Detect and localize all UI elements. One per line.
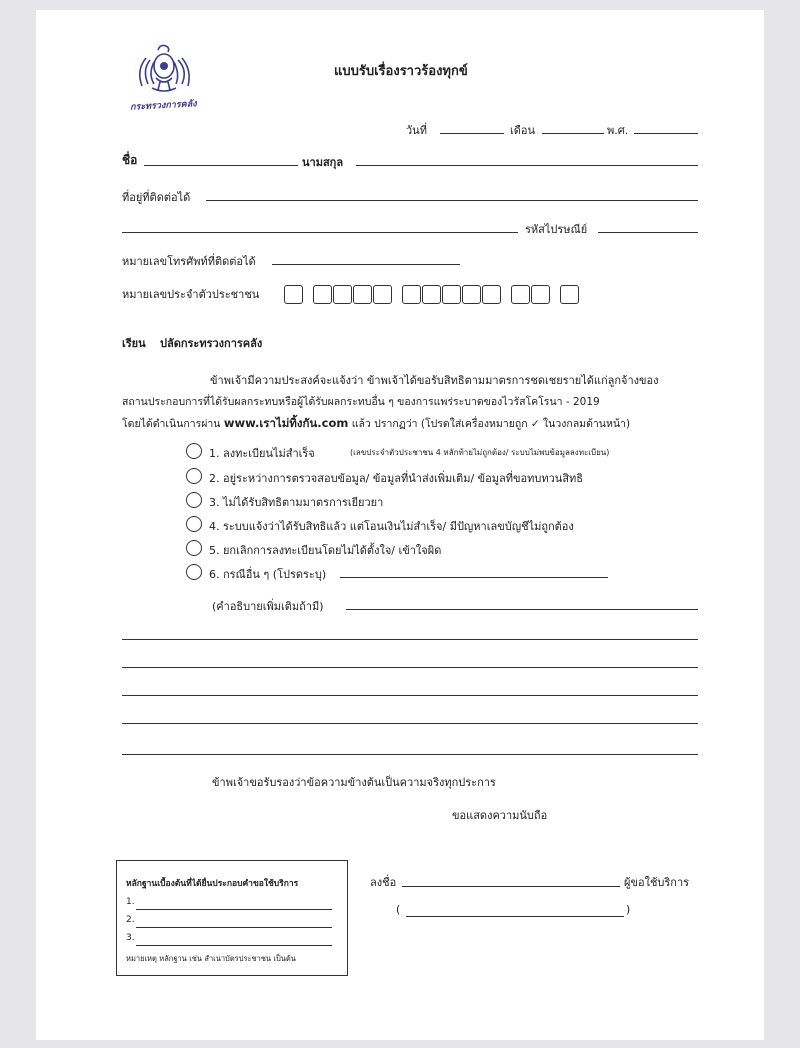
- evidence-note: หมายเหตุ หลักฐาน เช่น สำเนาบัตรประชาชน เป็นต้น: [126, 954, 296, 963]
- option-4-radio[interactable]: [186, 516, 202, 532]
- ministry-garuda-logo: [130, 40, 214, 102]
- id-digit-box[interactable]: [482, 285, 501, 304]
- evidence-title: หลักฐานเบื้องต้นที่ได้ยื่นประกอบคำขอใช้บริการ: [126, 879, 299, 889]
- id-digit-box[interactable]: [373, 285, 392, 304]
- evidence-item-1: 1.: [126, 897, 135, 907]
- option-2-label: 2. อยู่ระหว่างการตรวจสอบข้อมูล/ ข้อมูลที่นำส่งเพิ่มเติม/ ข้อมูลที่ขอทบทวนสิทธิ: [209, 472, 583, 485]
- phone-label: หมายเลขโทรศัพท์ที่ติดต่อได้: [122, 255, 256, 268]
- option-3-label: 3. ไม่ได้รับสิทธิตามมาตรการเยียวยา: [209, 496, 384, 509]
- surname-field[interactable]: [356, 165, 698, 166]
- evidence-item-3: 3.: [126, 933, 135, 943]
- extra-label: (คำอธิบายเพิ่มเติมถ้ามี): [212, 600, 324, 613]
- id-digit-box[interactable]: [531, 285, 550, 304]
- id-digit-box[interactable]: [402, 285, 421, 304]
- sign-role: ผู้ขอใช้บริการ: [624, 876, 690, 889]
- option-6-radio[interactable]: [186, 564, 202, 580]
- option-5-label: 5. ยกเลิกการลงทะเบียนโดยไม่ได้ตั้งใจ/ เข้าใจผิด: [209, 544, 442, 557]
- regards-text: ขอแสดงความนับถือ: [452, 809, 548, 822]
- address-field-2[interactable]: [122, 232, 518, 233]
- option-6-label: 6. กรณีอื่น ๆ (โปรดระบุ): [209, 568, 327, 581]
- extra-field-6[interactable]: [122, 754, 698, 755]
- extra-field-1[interactable]: [346, 609, 698, 610]
- postal-label: รหัสไปรษณีย์: [525, 223, 588, 236]
- date-month-field[interactable]: [542, 133, 604, 134]
- paren-open: (: [396, 903, 401, 916]
- option-6-specify-field[interactable]: [340, 577, 608, 578]
- date-day-field[interactable]: [440, 133, 504, 134]
- extra-field-3[interactable]: [122, 667, 698, 668]
- id-digit-box[interactable]: [284, 285, 303, 304]
- body-line-3: [122, 415, 630, 433]
- option-1-note: (เลขประจำตัวประชาชน 4 หลักท้ายไม่ถูกต้อง/ ระบบไม่พบข้อมูลลงทะเบียน): [350, 448, 610, 457]
- to-value: ปลัดกระทรวงการคลัง: [160, 337, 263, 350]
- id-digit-box[interactable]: [353, 285, 372, 304]
- id-label: หมายเลขประจำตัวประชาชน: [122, 288, 260, 301]
- address-label: ที่อยู่ที่ติดต่อได้: [122, 191, 191, 204]
- website-link[interactable]: www.เราไม่ทิ้งกัน.com: [223, 416, 349, 430]
- option-5-radio[interactable]: [186, 540, 202, 556]
- id-digit-box[interactable]: [422, 285, 441, 304]
- paren-close: ): [626, 903, 631, 916]
- postal-field[interactable]: [598, 232, 698, 233]
- extra-field-5[interactable]: [122, 723, 698, 724]
- date-year-label: พ.ศ.: [607, 124, 629, 137]
- extra-field-2[interactable]: [122, 639, 698, 640]
- id-digit-box[interactable]: [560, 285, 579, 304]
- name-label: ชื่อ: [122, 153, 138, 167]
- body-line-3-post: แล้ว ปรากฏว่า (โปรดใส่เครื่องหมายถูก ✓ ในวงกลมด้านหน้า): [351, 418, 631, 430]
- logo-text: กระทรวงการคลัง: [129, 99, 197, 113]
- id-digit-box[interactable]: [511, 285, 530, 304]
- evidence-field-1[interactable]: [136, 909, 332, 910]
- date-day-label: วันที่: [406, 124, 427, 137]
- id-digit-box[interactable]: [333, 285, 352, 304]
- signature-field[interactable]: [402, 886, 620, 887]
- evidence-field-2[interactable]: [136, 927, 332, 928]
- sign-label: ลงชื่อ: [370, 876, 397, 889]
- name-field[interactable]: [144, 165, 298, 166]
- body-line-2: สถานประกอบการที่ได้รับผลกระทบหรือผู้ได้รับผลกระทบอื่น ๆ ของการแพร่ระบาดของไวรัสโคโรนา - 2019: [122, 396, 600, 408]
- option-2-radio[interactable]: [186, 468, 202, 484]
- body-line-1: ข้าพเจ้ามีความประสงค์จะแจ้งว่า ข้าพเจ้าได้ขอรับสิทธิตามมาตรการชดเชยรายได้แก่ลูกจ้างของ: [210, 374, 659, 387]
- id-number-boxes[interactable]: [284, 284, 580, 304]
- form-title: แบบรับเรื่องราวร้องทุกข์: [334, 64, 468, 79]
- date-year-field[interactable]: [634, 133, 698, 134]
- option-3-radio[interactable]: [186, 492, 202, 508]
- id-digit-box[interactable]: [462, 285, 481, 304]
- phone-field[interactable]: [272, 264, 460, 265]
- body-line-3-pre: โดยได้ดำเนินการผ่าน: [122, 418, 221, 430]
- id-digit-box[interactable]: [313, 285, 332, 304]
- id-digit-box[interactable]: [442, 285, 461, 304]
- address-field-1[interactable]: [206, 200, 698, 201]
- evidence-item-2: 2.: [126, 915, 135, 925]
- option-1-label: 1. ลงทะเบียนไม่สำเร็จ: [209, 447, 315, 460]
- to-label: เรียน: [122, 337, 146, 350]
- option-1-radio[interactable]: [186, 443, 202, 459]
- printed-name-field[interactable]: [406, 916, 624, 917]
- date-month-label: เดือน: [510, 124, 536, 137]
- certify-text: ข้าพเจ้าขอรับรองว่าข้อความข้างต้นเป็นความจริงทุกประการ: [212, 776, 496, 789]
- extra-field-4[interactable]: [122, 695, 698, 696]
- evidence-field-3[interactable]: [136, 945, 332, 946]
- option-4-label: 4. ระบบแจ้งว่าได้รับสิทธิแล้ว แต่โอนเงินไม่สำเร็จ/ มีปัญหาเลขบัญชีไม่ถูกต้อง: [209, 520, 574, 533]
- surname-label: นามสกุล: [302, 156, 344, 169]
